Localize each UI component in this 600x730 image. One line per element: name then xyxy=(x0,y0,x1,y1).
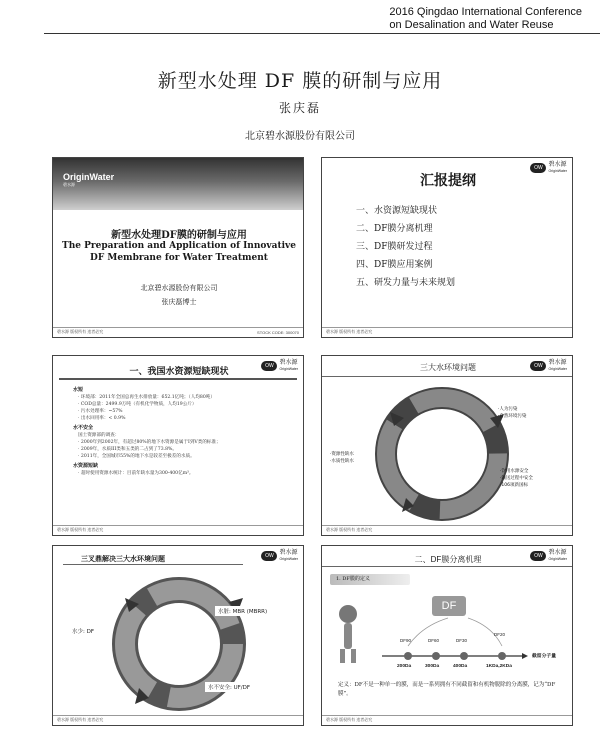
cover-title-cn: 新型水处理DF膜的研制与应用 xyxy=(111,230,247,241)
axis-label: 截留分子量 xyxy=(532,654,556,659)
slide-footer: 碧水源 版权所有 违者必究 xyxy=(326,717,373,722)
stock-code: STOCK CODE: 300070 xyxy=(257,330,299,335)
logo-icon: OW xyxy=(261,361,277,371)
marker-df60 xyxy=(432,652,440,660)
membrane-label: DF20 xyxy=(494,632,506,637)
logo-en: OriginWater xyxy=(548,169,567,173)
bullet: · 污水处理率：~57% xyxy=(78,409,123,414)
logo-en: OriginWater xyxy=(548,557,567,561)
slide-6-df-mechanism xyxy=(321,545,573,726)
label-line: ·饮用水源安全 xyxy=(500,469,529,474)
logo-icon: OW xyxy=(530,163,546,173)
label-line: ·人为污染 xyxy=(498,407,518,412)
slide-3-water-shortage xyxy=(52,355,304,536)
footer-divider xyxy=(53,525,303,526)
cycle-diagram xyxy=(322,356,573,536)
brand-sub: 碧水源 xyxy=(63,182,75,187)
label-line: ·资源性缺水 xyxy=(330,452,354,457)
label-line: ·输送过程中安全 xyxy=(500,476,533,481)
cover-presenter: 张庆磊博士 xyxy=(161,298,197,306)
label-line: ·106项新国标 xyxy=(500,483,529,488)
outline-item: 一、水资源短缺现状 xyxy=(356,206,438,216)
brand-name: OriginWater xyxy=(63,172,115,182)
paper-affiliation: 北京碧水源股份有限公司 xyxy=(245,131,355,142)
cover-org: 北京碧水源股份有限公司 xyxy=(140,284,218,292)
logo-cn: 碧水源 xyxy=(548,360,567,366)
cycle-hub xyxy=(149,614,209,674)
section-heading: 水短 xyxy=(73,387,84,393)
slide-title: 三大水环境问题 xyxy=(420,363,476,372)
logo-cn: 碧水源 xyxy=(548,550,567,556)
label-line: ·水质性缺水 xyxy=(330,459,354,464)
slide-5-trident xyxy=(52,545,304,726)
thinker-figure-icon xyxy=(339,605,357,663)
label-left xyxy=(330,451,354,465)
membrane-label: DF30 xyxy=(456,638,468,643)
outline-item: 三、DF膜研发过程 xyxy=(356,242,433,252)
paper-title: 新型水处理 DF 膜的研制与应用 xyxy=(157,70,443,92)
slide-title: 三叉鼎解决三大水环境问题 xyxy=(81,556,165,563)
cover-banner xyxy=(53,158,304,210)
slide-footer: 碧水源 版权所有 违者必究 xyxy=(326,329,373,334)
membrane-label: DF90 xyxy=(400,638,412,643)
outline-title: 汇报提纲 xyxy=(420,172,476,188)
logo-en: OriginWater xyxy=(279,557,298,561)
bullet: · 2000年到2002年，有超过80%的地下水资源是属于I到V类的标准； xyxy=(78,440,221,445)
footer-divider xyxy=(322,327,572,328)
logo-cn: 碧水源 xyxy=(279,360,298,366)
membrane-label: DF60 xyxy=(428,638,440,643)
cutoff-label: 400Da xyxy=(453,664,468,669)
outline-item: 二、DF膜分离机理 xyxy=(356,224,433,234)
cutoff-label: 300Da xyxy=(425,664,440,669)
slide-footer: 碧水源 版权所有 违者必究 xyxy=(326,527,373,532)
slide-title: 一、我国水资源短缺现状 xyxy=(129,366,229,376)
cutoff-label: 200Da xyxy=(397,664,412,669)
bullet: · COD总量：2499.9万吨（有机化学物质，人均19公斤） xyxy=(78,402,197,407)
cover-title-en-line-1: The Preparation and Application of Innovative xyxy=(62,241,296,251)
tag-water-safety: 水不安全: UF/DF xyxy=(205,682,253,692)
footer-divider xyxy=(322,525,572,526)
footer-divider xyxy=(53,327,303,328)
marker-df90 xyxy=(404,652,412,660)
tag-water-pollution: 水脏: MBR (MBRR) xyxy=(215,606,270,616)
logo-en: OriginWater xyxy=(548,367,567,371)
conference-header xyxy=(44,4,600,34)
bullet: 国土资源部的调查： xyxy=(78,433,120,438)
slide-body xyxy=(73,384,295,477)
logo-icon: OW xyxy=(530,361,546,371)
marker-df20 xyxy=(498,652,506,660)
bullet: · 超时使用资源水统计：目前年缺水量为300-400亿m³。 xyxy=(78,471,194,476)
label-bottom xyxy=(500,468,533,489)
tag-water-scarcity: 水少: DF xyxy=(69,626,97,636)
bullet: · 2011年，全国城市55%的地下水是较差至极差的水质。 xyxy=(78,454,195,459)
cover-title-en-line-2: DF Membrane for Water Treatment xyxy=(90,253,268,263)
slide-1-cover xyxy=(52,157,304,338)
label-right xyxy=(498,406,526,420)
slide-title: 二、DF膜分离机理 xyxy=(414,555,482,564)
brand-logo xyxy=(63,172,114,188)
outline-list xyxy=(356,202,455,292)
bullet: · 环境部：2011年全国总再生水排放量：652.1亿吨；（人均80吨） xyxy=(78,395,215,400)
bullet: · 2009年，水质III类和五类的二占到了73.8%。 xyxy=(78,447,177,452)
slide-4-three-problems xyxy=(321,355,573,536)
logo-icon: OW xyxy=(530,551,546,561)
conference-name xyxy=(389,6,582,32)
cycle-hub xyxy=(408,420,476,488)
df-definition: 定义：DF不是一种单一的膜，而是一系列拥有不同截留和有机物脱除的分离膜，记为“DF膜”。 xyxy=(338,682,556,697)
footer-divider xyxy=(322,715,572,716)
outline-item: 五、研发力量与未来规划 xyxy=(356,278,456,288)
title-divider xyxy=(59,378,297,380)
slide-footer: 碧水源 版权所有 违者必究 xyxy=(57,717,104,722)
slide-2-outline xyxy=(321,157,573,338)
logo-en: OriginWater xyxy=(279,367,298,371)
logo-cn: 碧水源 xyxy=(279,550,298,556)
df-spectrum-diagram xyxy=(322,546,573,726)
logo-cn: 碧水源 xyxy=(548,162,567,168)
slide-footer: 碧水源 版权所有 违者必究 xyxy=(57,527,104,532)
paper-author: 张庆磊 xyxy=(278,101,321,115)
section-heading: 水资源短缺 xyxy=(73,463,99,469)
cutoff-label: 1KDa,2KDa xyxy=(486,664,512,669)
conference-line-1: 2016 Qingdao International Conference xyxy=(389,6,582,18)
df-badge: DF xyxy=(432,596,466,616)
section-heading: 水不安全 xyxy=(73,425,94,431)
label-line: ·自然环境污染 xyxy=(498,414,527,419)
slide-subtitle: 1. DF膜的定义 xyxy=(330,574,410,585)
slide-footer: 碧水源 版权所有 违者必究 xyxy=(57,329,104,334)
logo-icon: OW xyxy=(261,551,277,561)
bullet: · 出水回用率：< 0.9% xyxy=(78,416,126,421)
cover-title-en xyxy=(53,240,304,264)
outline-item: 四、DF膜应用案例 xyxy=(356,260,433,270)
cycle-diagram xyxy=(53,546,304,726)
axis-arrow xyxy=(522,653,528,659)
footer-divider xyxy=(53,715,303,716)
marker-df30 xyxy=(460,652,468,660)
conference-line-2: on Desalination and Water Reuse xyxy=(389,19,554,31)
